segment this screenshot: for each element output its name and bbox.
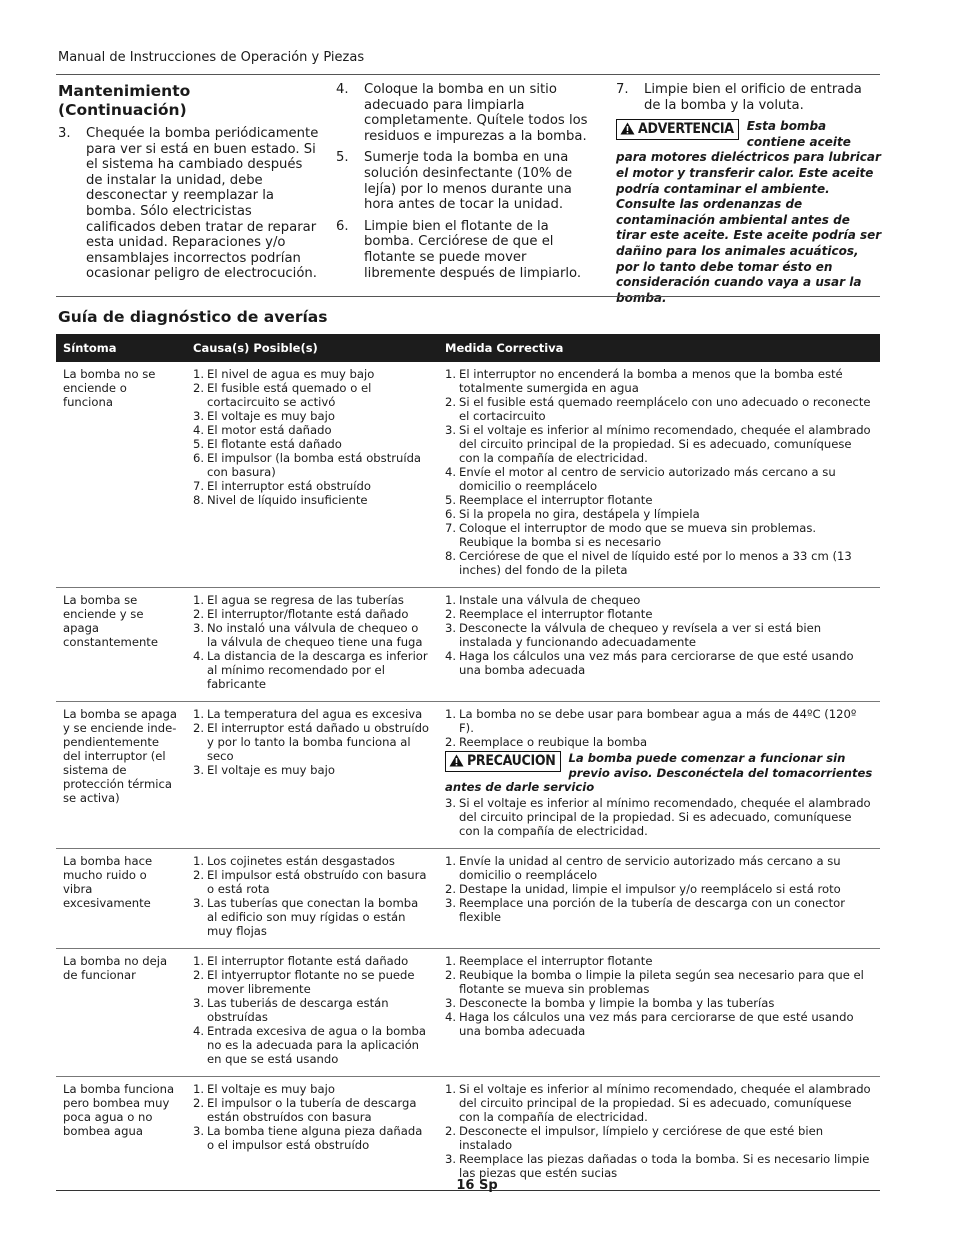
cause-cell — [186, 948, 438, 1076]
maintenance-step: 4. Coloque la bomba en un sitio adecuado para limpiarla completamente. Quítele todos los residuos e impurezas a la bomba. — [336, 82, 588, 144]
list-item: 1. La temperatura del agua es excesiva — [193, 707, 423, 721]
warning-label-box: ADVERTENCIA — [616, 119, 739, 140]
list-item: 5. Reemplace el interruptor flotante — [445, 493, 653, 507]
header-cause: Causa(s) Posible(s) — [186, 334, 438, 362]
list-item: 3. Las tuberías que conectan la bomba al edificio son muy rígidas o están muy flojas — [193, 895, 419, 938]
precaution-block — [445, 751, 873, 795]
table-row — [56, 702, 880, 849]
list-item: 1. Si el voltaje es inferior al mínimo recomendado, chequée el alambrado del circuito principal de la propiedad. Si es adecuado, comuníquese con la compañía de electricidad. — [445, 1081, 871, 1124]
list-item: 5. El flotante está dañado — [193, 437, 342, 451]
remedy-cell — [438, 1076, 880, 1190]
list-item: 2. El fusible está quemado o el cortacircuito se activó — [193, 381, 372, 409]
page-number: 16 Sp — [456, 1178, 498, 1193]
list-item: 1. Reemplace el interruptor flotante — [445, 953, 653, 968]
maintenance-step: 5. Sumerje toda la bomba en una solución desinfectante (10% de lejía) por lo menos durante una hora antes de tocar la unidad. — [336, 150, 573, 213]
list-item: 1. La bomba no se debe usar para bombear agua a más de 44ºC (120º F). — [445, 707, 857, 735]
maintenance-steps-a — [58, 126, 320, 282]
table-row — [56, 362, 880, 588]
troubleshooting-table — [56, 334, 880, 1191]
list-item: 3. Las tuberiás de descarga están obstruídas — [193, 995, 389, 1024]
list-item: 4. Entrada excesiva de agua o la bomba no es la adecuada para la aplicación en que se está usando — [193, 1023, 427, 1066]
list-item: 3. El voltaje es muy bajo — [193, 409, 335, 423]
list-item: 7. Coloque el interruptor de modo que se mueva sin problemas. Reubique la bomba si es necesario — [445, 521, 817, 549]
list-item: 1. El interruptor no encenderá la bomba a menos que la bomba esté totalmente sumergida en agua — [445, 367, 843, 395]
maintenance-steps-c — [616, 82, 882, 113]
list-item: 3. Si el voltaje es inferior al mínimo recomendado, chequée el alambrado del circuito principal de la propiedad. Si es adecuado, comuníquese con la compañía de electricidad. — [445, 423, 871, 465]
maintenance-step: 6. Limpie bien el flotante de la bomba. Cerciórese de que el flotante se puede mover libremente después de limpiarlo. — [336, 218, 582, 281]
cause-cell — [186, 588, 438, 702]
cause-cell — [186, 1076, 438, 1190]
remedy-cell — [438, 948, 880, 1076]
list-item: 3. El voltaje es muy bajo — [193, 763, 335, 777]
cause-cell — [186, 362, 438, 588]
list-item: 2. El interruptor/flotante está dañado — [193, 607, 409, 621]
list-item: 4. El motor está dañado — [193, 423, 332, 437]
list-item: 6. Si la propela no gira, destápela y límpiela — [445, 507, 700, 521]
warning-triangle-icon — [620, 122, 635, 135]
list-item: 1. El voltaje es muy bajo — [193, 1081, 335, 1096]
list-item: 7. El interruptor está obstruído — [193, 479, 371, 493]
symptom-cell: La bomba hace mucho ruido o vibra excesivamente — [56, 848, 186, 948]
remedy-cell — [438, 702, 880, 849]
precaution-text: La bomba puede comenzar a funcionar sin previo aviso. Desconéctela del tomacorrientes antes de darle servicio — [445, 751, 873, 794]
list-item: 2. El impulsor o la tubería de descarga están obstruídos con basura — [193, 1095, 417, 1124]
list-item: 3. Reemplace las piezas dañadas o toda la bomba. Si es necesario limpie las piezas que estén sucias — [445, 1151, 870, 1180]
list-item: 4. La distancia de la descarga es inferior al mínimo recomendado por el fabricante — [193, 649, 428, 691]
symptom-cell: La bomba se enciende y se apaga constantemente — [56, 588, 186, 702]
list-item: 4. Haga los cálculos una vez más para cerciorarse de que esté usando una bomba adecuada — [445, 1009, 854, 1038]
maintenance-col-3 — [616, 82, 882, 306]
top-divider — [56, 74, 880, 75]
maintenance-step: 7. Limpie bien el orificio de entrada de la bomba y la voluta. — [616, 82, 862, 113]
remedy-cell — [438, 362, 880, 588]
list-item: 3. Si el voltaje es inferior al mínimo recomendado, chequée el alambrado del circuito principal de la propiedad. Si es adecuado, comuníquese con la compañía de electricidad. — [445, 795, 871, 838]
list-item: 6. El impulsor (la bomba está obstruída con basura) — [193, 451, 422, 479]
list-item: 2. Reemplace o reubique la bomba — [445, 735, 648, 749]
list-item: 1. El interruptor flotante está dañado — [193, 953, 409, 968]
list-item: 3. La bomba tiene alguna pieza dañada o el impulsor está obstruído — [193, 1123, 423, 1152]
list-item: 2. Desconecte el impulsor, límpielo y cerciórese de que esté bien instalado — [445, 1123, 824, 1152]
maintenance-step: 3. Chequée la bomba periódicamente para ver si está en buen estado. Si el sistema ha cambiado después de instalar la unidad, debe desconectar y reemplazar la bomba. Sólo electricistas calificados deben tratar de reparar esta unidad. Reparaciones y/o ensamblajes incorrectos podrían ocasionar peligro de electrocución. — [58, 126, 319, 282]
remedy-cell — [438, 848, 880, 948]
list-item: 8. Nivel de líquido insuficiente — [193, 493, 368, 507]
table-row — [56, 948, 880, 1076]
list-item: 1. Envíe la unidad al centro de servicio autorizado más cercano a su domicilio o reemplácelo — [445, 853, 841, 882]
warning-block — [616, 119, 882, 306]
warning-text: Esta bomba contiene aceite para motores dieléctricos para lubricar el motor y transferir calor. Este aceite podría contaminar el ambiente. Consulte las ordenanzas de contaminación ambiental antes de tirar este aceite. Este aceite podría ser dañino para los animales acuáticos, por lo tanto debe tomar ésto en consideración cuando vaya a usar la bomba. — [616, 119, 882, 305]
symptom-cell: La bomba no se enciende o funciona — [56, 362, 186, 588]
table-row — [56, 848, 880, 948]
troubleshooting-title: Guía de diagnóstico de averías — [58, 308, 328, 326]
list-item: 1. Los cojinetes están desgastados — [193, 853, 395, 868]
symptom-cell: La bomba se apaga y se enciende inde-pendientemente del interruptor (el sistema de protección térmica se activa) — [56, 702, 186, 849]
list-item: 2. El intyerruptor flotante no se puede mover libremente — [193, 967, 415, 996]
list-item: 1. Instale una válvula de chequeo — [445, 593, 641, 607]
list-item: 4. Haga los cálculos una vez más para cerciorarse de que esté usando una bomba adecuada — [445, 649, 854, 677]
remedy-cell — [438, 588, 880, 702]
maintenance-steps-b — [336, 82, 602, 281]
list-item: 2. Destape la unidad, limpie el impulsor y/o reemplácelo si está roto — [445, 881, 841, 896]
maintenance-col-2 — [336, 82, 602, 287]
list-item: 3. Desconecte la válvula de chequeo y revísela a ver si está bien instalada y funcionando adecuadamente — [445, 621, 822, 649]
maintenance-col-1 — [58, 82, 320, 288]
symptom-cell: La bomba no deja de funcionar — [56, 948, 186, 1076]
table-header-row — [56, 334, 880, 362]
header-symptom: Síntoma — [56, 334, 186, 362]
list-item: 8. Cerciórese de que el nivel de líquido esté por lo menos a 33 cm (13 inches) del fondo de la pileta — [445, 549, 852, 577]
manual-title: Manual de Instrucciones de Operación y Piezas — [58, 50, 365, 65]
cause-cell — [186, 702, 438, 849]
list-item: 2. Reubique la bomba o limpie la pileta según sea necesario para que el flotante se mueva sin problemas — [445, 967, 864, 996]
list-item: 3. No instaló una válvula de chequeo o la válvula de chequeo tiene una fuga — [193, 621, 423, 649]
cause-cell — [186, 848, 438, 948]
warning-triangle-icon — [449, 754, 464, 767]
list-item: 4. Envíe el motor al centro de servicio autorizado más cercano a su domicilio o reemplácelo — [445, 465, 836, 493]
section-divider — [56, 296, 880, 297]
table-row — [56, 1076, 880, 1190]
list-item: 3. Desconecte la bomba y limpie la bomba y las tuberías — [445, 995, 775, 1010]
list-item: 1. El nivel de agua es muy bajo — [193, 367, 375, 381]
symptom-cell: La bomba funciona pero bombea muy poca agua o no bombea agua — [56, 1076, 186, 1190]
list-item: 2. El impulsor está obstruído con basura o está rota — [193, 867, 427, 896]
list-item: 3. Reemplace una porción de la tubería de descarga con un conector flexible — [445, 895, 846, 924]
header-remedy: Medida Correctiva — [438, 334, 880, 362]
precaution-label-box: PRECAUCION — [445, 751, 561, 772]
list-item: 2. Si el fusible está quemado reemplácelo con uno adecuado o reconecte el cortacircuito — [445, 395, 871, 423]
table-row — [56, 588, 880, 702]
list-item: 1. El agua se regresa de las tuberías — [193, 593, 404, 607]
list-item: 2. El interruptor está dañado u obstruído y por lo tanto la bomba funciona al seco — [193, 721, 430, 763]
list-item: 2. Reemplace el interruptor flotante — [445, 607, 653, 621]
maintenance-heading: Mantenimiento (Continuación) — [58, 82, 191, 119]
